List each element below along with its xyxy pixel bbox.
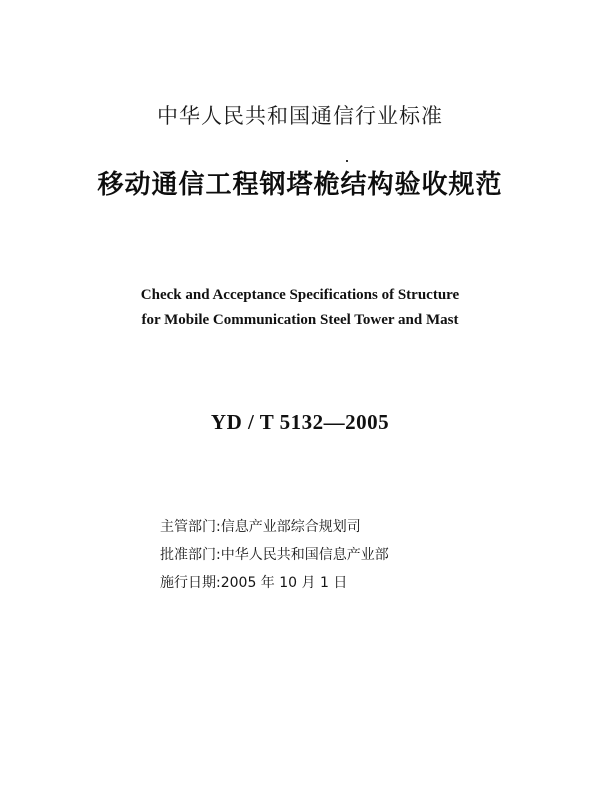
info-label: 主管部门 bbox=[160, 519, 216, 535]
info-separator: : bbox=[216, 519, 221, 535]
info-value: 信息产业部综合规划司 bbox=[220, 519, 361, 535]
info-separator: : bbox=[216, 547, 221, 563]
ink-dot bbox=[346, 160, 348, 162]
standard-number: YD / T 5132—2005 bbox=[210, 410, 390, 434]
document-title-chinese: 移动通信工程钢塔桅结构验收规范 bbox=[97, 170, 503, 200]
info-row-effective-date bbox=[160, 569, 389, 597]
title-english-line-1: Check and Acceptance Specifications of Structure bbox=[140, 287, 460, 303]
info-value: 中华人民共和国信息产业部 bbox=[220, 547, 389, 563]
info-label: 批准部门 bbox=[160, 547, 216, 563]
info-separator: : bbox=[216, 575, 221, 591]
info-row-approval bbox=[160, 541, 389, 569]
info-label: 施行日期 bbox=[160, 575, 216, 591]
info-value: 2005 年 10 月 1 日 bbox=[220, 575, 348, 591]
info-row-authority bbox=[160, 513, 389, 541]
publication-info bbox=[160, 513, 389, 597]
title-english-line-2: for Mobile Communication Steel Tower and Mast bbox=[141, 312, 459, 328]
standard-category: 中华人民共和国通信行业标准 bbox=[157, 104, 443, 128]
document-title-english bbox=[0, 283, 600, 333]
